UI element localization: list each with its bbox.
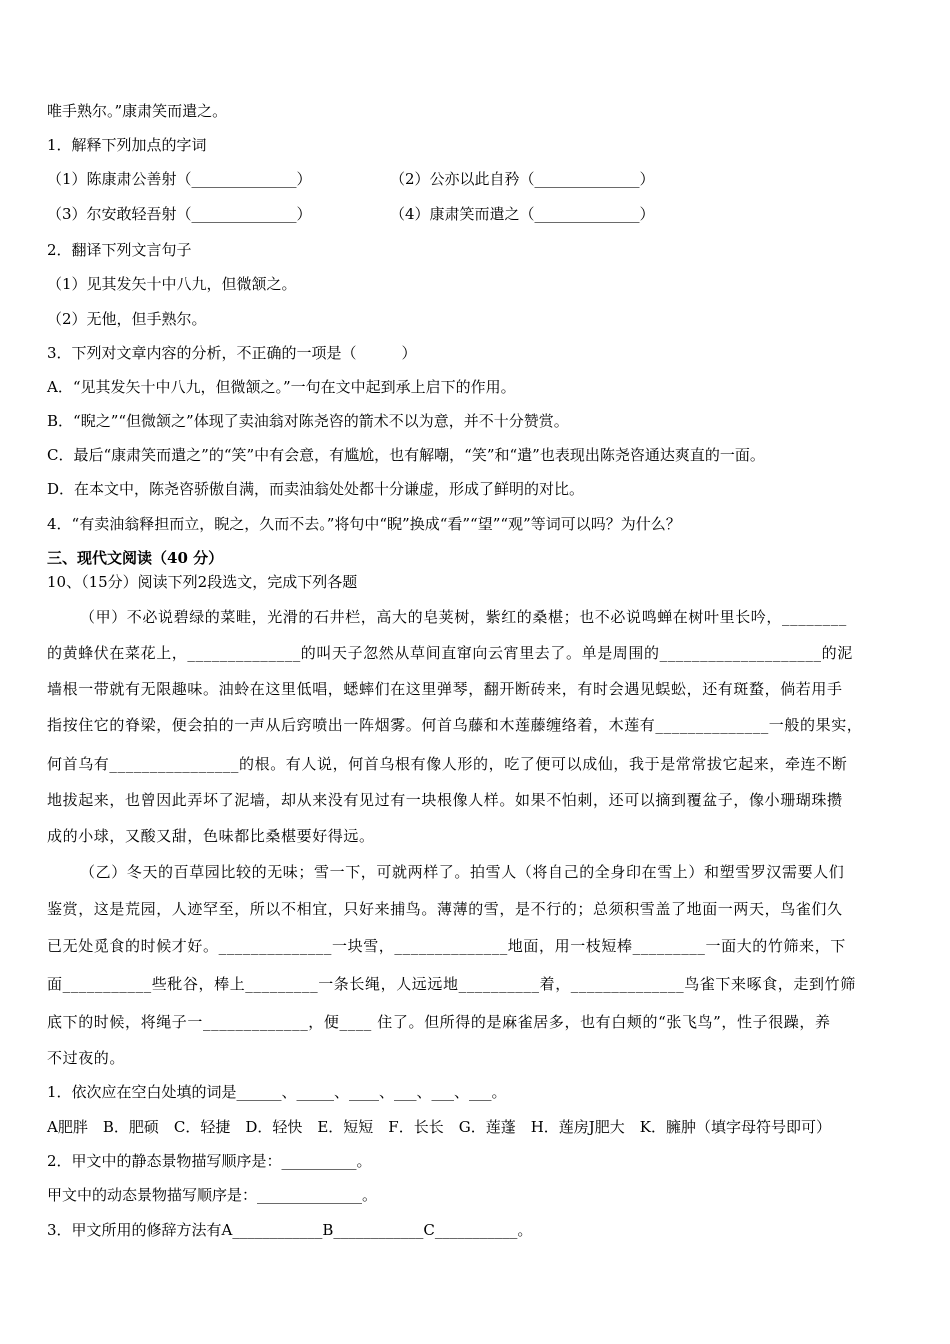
question-1-item-1: （1）陈康肃公善射（______________） <box>47 170 312 188</box>
question-2-item-1: （1）见其发矢十中八九，但微颔之。 <box>47 275 297 293</box>
passage-b-line: 面___________些秕谷，棒上_________一条长绳，人远远地__________着，______________鸟雀下来啄食，走到竹筛 <box>47 975 856 993</box>
question-3-option-a: A．“见其发矢十中八九，但微颔之。”一句在文中起到承上启下的作用。 <box>47 378 516 396</box>
sub-question-2b: 甲文中的动态景物描写顺序是：______________。 <box>47 1186 378 1204</box>
question-1-item-4: （4）康肃笑而遣之（______________） <box>390 205 655 223</box>
question-1-item-3: （3）尔安敢轻吾射（______________） <box>47 205 312 223</box>
question-10-title: 10、（15分）阅读下列2段选文，完成下列各题 <box>47 573 358 591</box>
passage-a-line: （甲）不必说碧绿的菜畦，光滑的石井栏，高大的皂荚树，紫红的桑椹；也不必说鸣蝉在树叶里长吟，________ <box>80 608 847 626</box>
passage-a-line: 的黄蜂伏在菜花上，______________的叫天子忽然从草间直窜向云宵里去了。单是周围的____________________的泥 <box>47 644 853 662</box>
question-3-option-d: D．在本文中，陈尧咨骄傲自满，而卖油翁处处都十分谦虚，形成了鲜明的对比。 <box>47 480 585 498</box>
question-2-item-2: （2）无他，但手熟尔。 <box>47 310 207 328</box>
passage-a-line: 何首乌有________________的根。有人说，何首乌根有像人形的，吃了便可以成仙，我于是常常拔它起来，牵连不断 <box>47 755 848 773</box>
sub-question-1-options: A肥胖 B．肥硕 C．轻捷 D．轻快 E．短短 F．长长 G．莲蓬 H．莲房J肥大 K．臃肿（填字母符号即可） <box>47 1118 832 1136</box>
sub-question-1: 1．依次应在空白处填的词是______、_____、____、___、___、___。 <box>47 1083 507 1101</box>
passage-b-line: 底下的时候，将绳子一_____________，便____ 住了。但所得的是麻雀居多，也有白颊的“张飞鸟”，性子很躁，养 <box>47 1013 831 1031</box>
passage-a-line: 墙根一带就有无限趣味。油蛉在这里低唱，蟋蟀们在这里弹琴，翻开断砖来，有时会遇见蜈蚣，还有斑蝥，倘若用手 <box>47 680 843 698</box>
text-line: 唯手熟尔。”康肃笑而遣之。 <box>47 102 228 120</box>
passage-a-line: 成的小球，又酸又甜，色味都比桑椹要好得远。 <box>47 827 375 845</box>
passage-b-line: 已无处觅食的时候才好。______________一块雪，______________地面，用一枝短棒_________一面大的竹筛来，下 <box>47 937 846 955</box>
sub-question-2a: 2．甲文中的静态景物描写顺序是：__________。 <box>47 1152 372 1170</box>
passage-a-line: 地拔起来，也曾因此弄坏了泥墙，却从来没有见过有一块根像人样。如果不怕刺，还可以摘到覆盆子，像小珊瑚珠攒 <box>47 791 843 809</box>
passage-b-line: 不过夜的。 <box>47 1049 126 1067</box>
sub-question-3: 3．甲文所用的修辞方法有A____________B____________C___________。 <box>47 1221 533 1239</box>
question-3-title: 3．下列对文章内容的分析，不正确的一项是（ ） <box>47 344 417 362</box>
question-2-title: 2．翻译下列文言句子 <box>47 241 192 259</box>
question-1-item-2: （2）公亦以此自矜（______________） <box>390 170 655 188</box>
passage-a-line: 指按住它的脊梁，便会拍的一声从后窍喷出一阵烟雾。何首乌藤和木莲藤缠络着，木莲有______________一般的果实， <box>47 716 863 734</box>
passage-b-line: （乙）冬天的百草园比较的无味；雪一下，可就两样了。拍雪人（将自己的全身印在雪上）和塑雪罗汉需要人们 <box>80 863 845 881</box>
passage-b-line: 鉴赏，这是荒园，人迹罕至，所以不相宜，只好来捕鸟。薄薄的雪，是不行的；总须积雪盖了地面一两天，鸟雀们久 <box>47 900 843 918</box>
question-4: 4．“有卖油翁释担而立，睨之，久而不去。”将句中“睨”换成“看”“望”“观”等词可以吗？为什么？ <box>47 515 681 533</box>
question-3-option-c: C．最后“康肃笑而遣之”的“笑”中有会意，有尴尬，也有解嘲，“笑”和“遣”也表现出陈尧咨通达爽直的一面。 <box>47 446 765 464</box>
question-1-title: 1．解释下列加点的字词 <box>47 136 207 154</box>
question-3-option-b: B．“睨之”“但微颔之”体现了卖油翁对陈尧咨的箭术不以为意，并不十分赞赏。 <box>47 412 569 430</box>
section-heading: 三、现代文阅读（40 分） <box>47 549 224 567</box>
